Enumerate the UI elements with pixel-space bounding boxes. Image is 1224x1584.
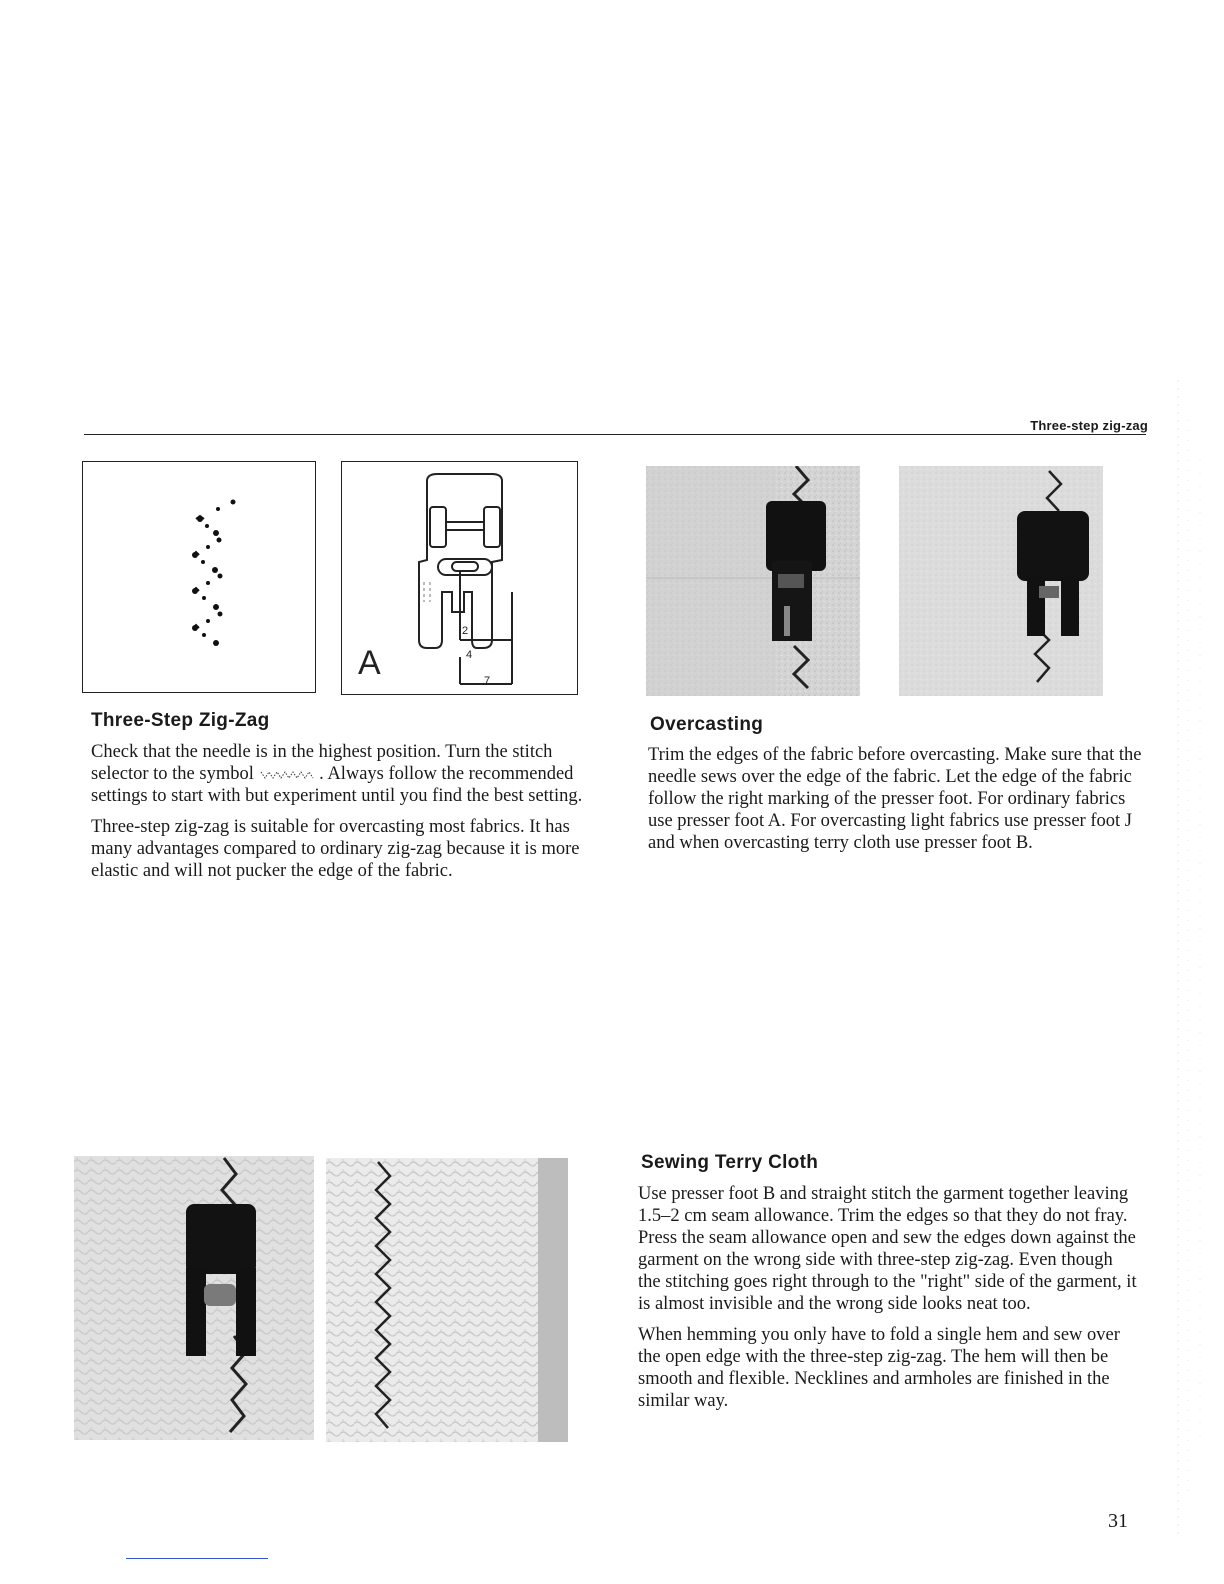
terry-paragraph-2: When hemming you only have to fold a single hem and sew over the open edge with the three-step zig-zag. The hem will then be smooth and flexible. Necklines and armholes are finished in the similar way.	[638, 1325, 1120, 1411]
three-step-p1-end: . Always follow the recommended settings to start with but experiment until you find the best setting.	[91, 764, 583, 806]
overcasting-photo-1	[646, 466, 860, 696]
presser-foot-box	[341, 461, 578, 695]
section-header-title: Three-step zig-zag	[1030, 418, 1148, 433]
three-step-p1-start: Check that the needle is in the highest position. Turn the stitch selector to the symbol	[91, 742, 553, 784]
three-step-zigzag-stitch-icon	[83, 462, 315, 692]
page-number: 31	[1108, 1510, 1128, 1532]
stitch-diagram-box	[82, 461, 316, 693]
overcasting-paragraph-1: Trim the edges of the fabric before overcasting. Make sure that the needle sews over the edge of the fabric. Let the edge of the fabric follow the right marking of the presser foot. For ordinary fabrics use presser foot A. For overcasting light fabrics use presser foot J and when overcasting terry cloth use presser foot B.	[648, 745, 1142, 853]
terry-paragraph-1: Use presser foot B and straight stitch the garment together leaving 1.5–2 cm seam allowance. Trim the edges so that they do not fray. Press the seam allowance open and sew the edges down against the garment on the wrong side with three-step zig-zag. Even though the stitching goes right through to the "right" side of the garment, it is almost invisible and the wrong side looks neat too.	[638, 1184, 1137, 1314]
overcasting-body	[648, 744, 1146, 863]
presser-foot-letter: A	[358, 644, 381, 682]
three-step-heading: Three-Step Zig-Zag	[91, 710, 270, 731]
scale-label-4: 4	[466, 649, 473, 661]
terry-cloth-photo-2	[326, 1158, 568, 1442]
three-step-paragraph-1	[91, 741, 587, 807]
terry-body	[638, 1183, 1138, 1421]
terry-cloth-photo-1	[74, 1156, 314, 1440]
overcasting-photo-2	[899, 466, 1103, 696]
three-step-body	[91, 741, 587, 891]
three-step-symbol-icon	[259, 769, 315, 781]
terry-heading: Sewing Terry Cloth	[641, 1152, 819, 1173]
scale-label-2: 2	[462, 625, 469, 637]
scan-edge	[1170, 380, 1224, 1540]
bottom-underline	[126, 1558, 268, 1559]
overcasting-heading: Overcasting	[650, 714, 764, 735]
scale-label-7: 7	[484, 675, 491, 687]
header-rule	[84, 434, 1146, 435]
presser-foot-icon	[342, 462, 577, 694]
three-step-paragraph-2: Three-step zig-zag is suitable for overcasting most fabrics. It has many advantages compared to ordinary zig-zag because it is more elastic and will not pucker the edge of the fabric.	[91, 817, 580, 881]
